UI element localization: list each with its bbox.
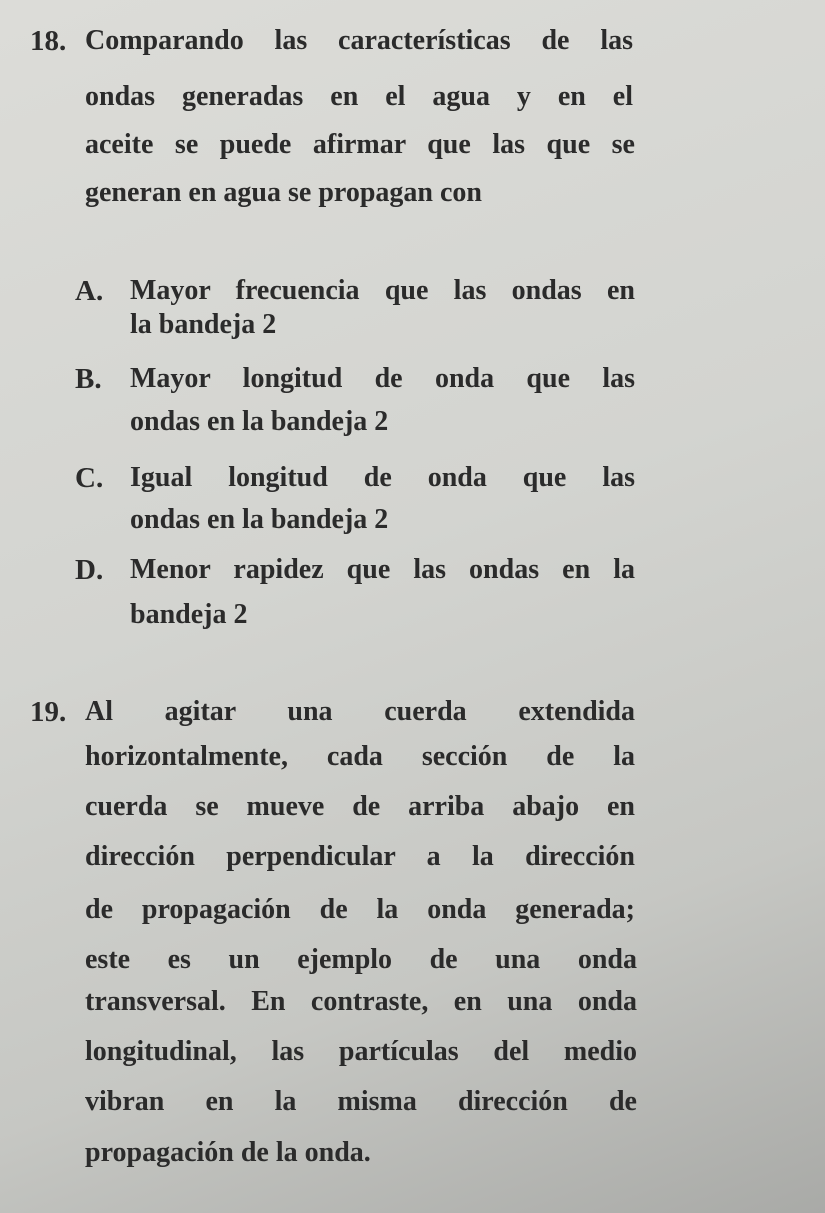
option-text: la bandeja 2 bbox=[130, 309, 277, 340]
option-text: Menor rapidez que las ondas en la bbox=[130, 554, 635, 585]
option-letter: B. bbox=[75, 363, 102, 395]
paragraph-line: longitudinal, las partículas del medio bbox=[85, 1036, 637, 1067]
option-text: Mayor longitud de onda que las bbox=[130, 363, 635, 394]
option-text: ondas en la bandeja 2 bbox=[130, 504, 389, 535]
option-text: bandeja 2 bbox=[130, 599, 248, 630]
option-text: ondas en la bandeja 2 bbox=[130, 406, 389, 437]
option-text: Mayor frecuencia que las ondas en bbox=[130, 275, 635, 306]
paragraph-line: transversal. En contraste, en una onda bbox=[85, 986, 637, 1017]
option-text: Igual longitud de onda que las bbox=[130, 462, 635, 493]
paragraph-line: cuerda se mueve de arriba abajo en bbox=[85, 791, 635, 822]
option-letter: A. bbox=[75, 275, 104, 307]
question-number: 18. bbox=[30, 25, 67, 57]
paragraph-line: de propagación de la onda generada; bbox=[85, 894, 635, 925]
paragraph-line: propagación de la onda. bbox=[85, 1137, 371, 1168]
paragraph-line: vibran en la misma dirección de bbox=[85, 1086, 637, 1117]
paragraph-line: dirección perpendicular a la dirección bbox=[85, 841, 635, 872]
stem-line: ondas generadas en el agua y en el bbox=[85, 81, 633, 112]
option-letter: D. bbox=[75, 554, 104, 586]
stem-line: aceite se puede afirmar que las que se bbox=[85, 129, 635, 160]
question-number: 19. bbox=[30, 696, 67, 728]
stem-line: Comparando las características de las bbox=[85, 25, 633, 56]
stem-line: generan en agua se propagan con bbox=[85, 177, 482, 208]
option-letter: C. bbox=[75, 462, 104, 494]
paragraph-line: Al agitar una cuerda extendida bbox=[85, 696, 635, 727]
paragraph-line: horizontalmente, cada sección de la bbox=[85, 741, 635, 772]
paragraph-line: este es un ejemplo de una onda bbox=[85, 944, 637, 975]
